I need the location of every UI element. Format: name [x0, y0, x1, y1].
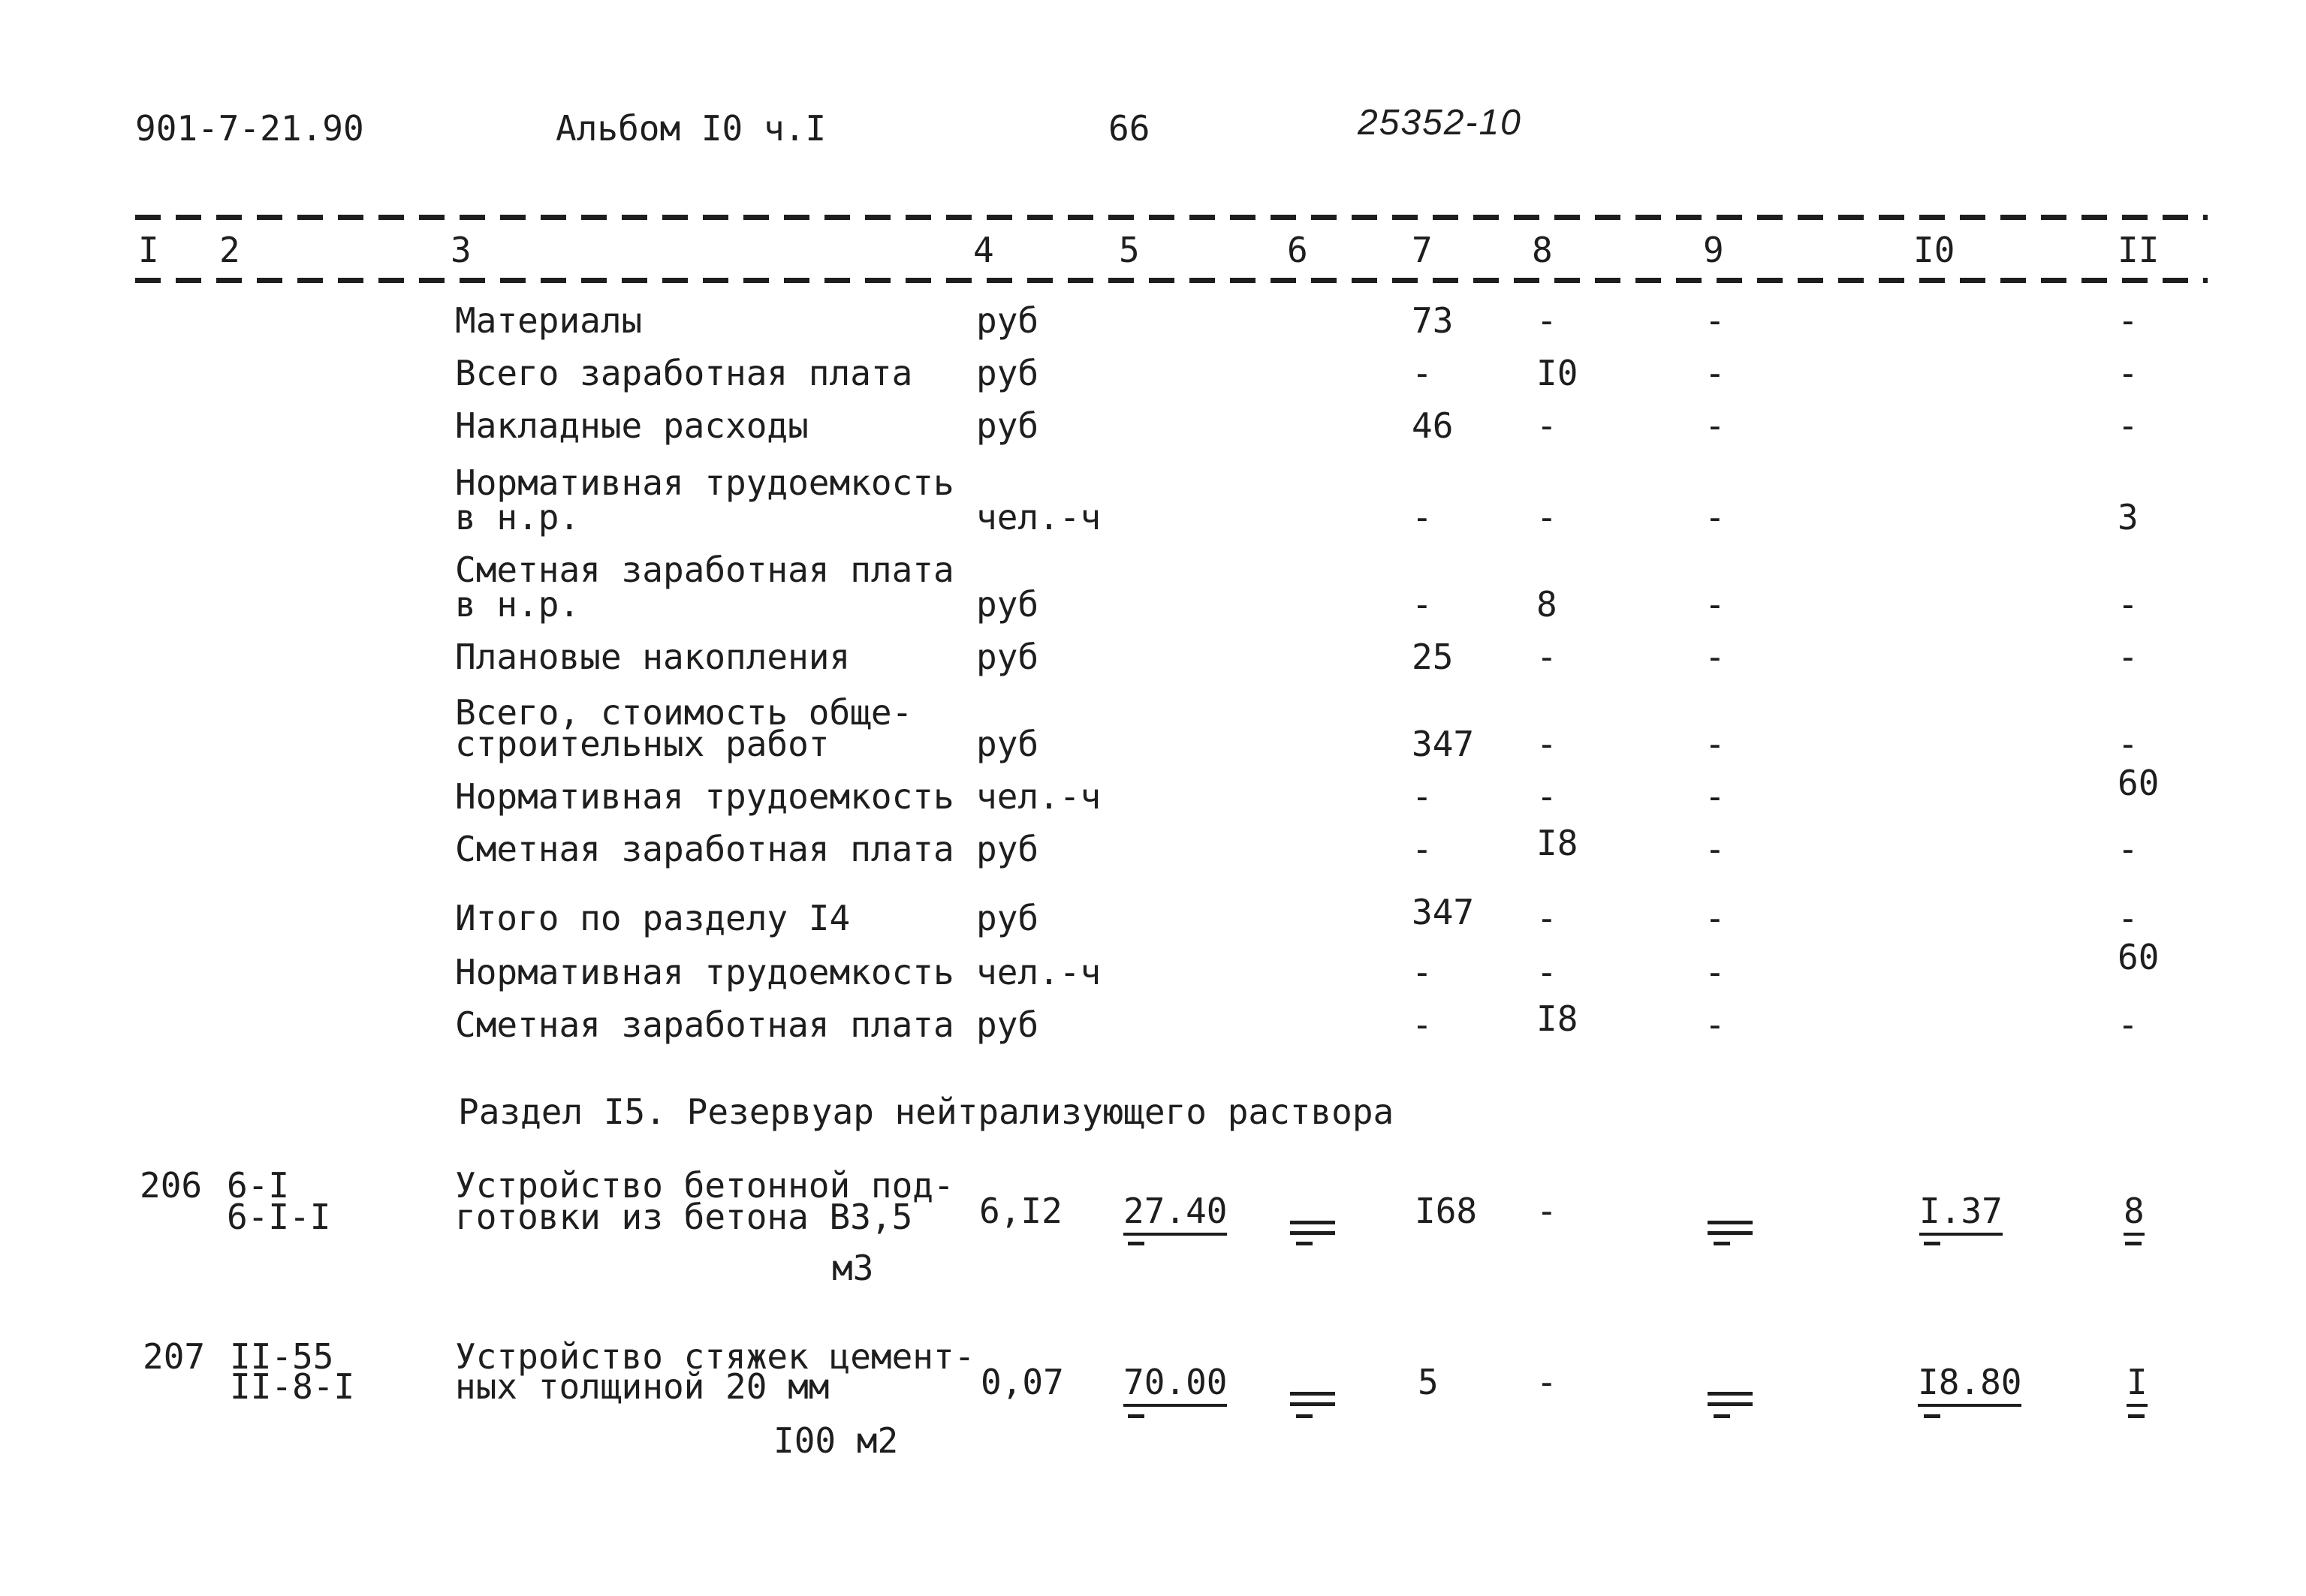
item-code: 6-I: [227, 1165, 290, 1206]
dash-mark: [2128, 1414, 2145, 1418]
dash-mark: [1128, 1242, 1144, 1245]
row-unit: руб: [976, 353, 1039, 393]
row-col9: -: [1705, 405, 1726, 446]
item-col7: I68: [1415, 1191, 1478, 1231]
dash-mark: [1296, 1414, 1313, 1418]
page-number: 66: [1108, 108, 1150, 149]
column-header-5: 5: [1119, 230, 1140, 270]
item-col11: 8: [2124, 1194, 2145, 1228]
row-col9: -: [1705, 637, 1726, 677]
item-code: II-55: [230, 1336, 334, 1377]
dash-mark: [1924, 1414, 1940, 1418]
dash-mark: [1924, 1242, 1940, 1245]
row-label: Сметная заработная плата: [455, 1004, 954, 1045]
dash-mark: [1128, 1414, 1144, 1418]
column-header-4: 4: [973, 230, 994, 270]
item-number: 207: [143, 1336, 206, 1377]
row-col11: -: [2118, 353, 2139, 393]
item-quantity: 6,I2: [979, 1191, 1063, 1231]
row-col9: -: [1705, 724, 1726, 764]
row-label: Нормативная трудоемкость: [455, 462, 954, 503]
row-col7: 347: [1412, 892, 1475, 932]
item-col11: I: [2127, 1365, 2148, 1399]
column-header-7: 7: [1412, 230, 1433, 270]
item-unit: м3: [832, 1248, 874, 1288]
row-unit: руб: [976, 898, 1039, 938]
item-col7: 5: [1418, 1362, 1439, 1402]
column-header-3: 3: [451, 230, 472, 270]
section-title: Раздел I5. Резервуар нейтрализующего раствора: [458, 1092, 1394, 1132]
column-header-2: 2: [219, 230, 240, 270]
row-col9: -: [1705, 300, 1726, 341]
row-col8: 8: [1536, 584, 1557, 625]
row-col11: -: [2118, 405, 2139, 446]
row-col11: -: [2118, 584, 2139, 625]
row-col8: -: [1536, 405, 1557, 446]
row-col11: -: [2118, 829, 2139, 869]
dash-mark: [1296, 1242, 1313, 1245]
equals-mark: [1708, 1402, 1753, 1406]
row-col7: -: [1412, 1004, 1433, 1045]
dash-mark: [2125, 1242, 2142, 1245]
row-col8: I0: [1536, 353, 1578, 393]
row-col8: -: [1536, 724, 1557, 764]
item-description-continuation: готовки из бетона В3,5: [455, 1197, 913, 1237]
column-header-1: I: [138, 230, 159, 270]
row-col9: -: [1705, 1004, 1726, 1045]
row-label: Материалы: [455, 300, 643, 341]
row-col9: -: [1705, 898, 1726, 938]
row-label: Накладные расходы: [455, 405, 809, 446]
item-unit-price: 70.00: [1123, 1365, 1227, 1399]
row-col8: I8: [1536, 998, 1578, 1039]
item-code-sub: 6-I-I: [227, 1197, 331, 1237]
row-col9: -: [1705, 952, 1726, 992]
row-col8: -: [1536, 776, 1557, 817]
row-label: Нормативная трудоемкость: [455, 776, 954, 817]
album-label: Альбом I0 ч.I: [556, 108, 827, 149]
item-description-continuation: ных толщиной 20 мм: [455, 1366, 830, 1407]
row-unit: чел.-ч: [976, 776, 1102, 817]
row-col9: -: [1705, 829, 1726, 869]
row-col11: -: [2118, 898, 2139, 938]
equals-mark: [1290, 1392, 1335, 1396]
row-unit: руб: [976, 584, 1039, 625]
dash-mark: [1714, 1242, 1730, 1245]
item-description: Устройство бетонной под-: [455, 1165, 954, 1206]
row-col9: -: [1705, 497, 1726, 538]
row-unit: руб: [976, 405, 1039, 446]
row-col8: I8: [1536, 823, 1578, 863]
equals-mark: [1290, 1221, 1335, 1224]
row-col7: -: [1412, 584, 1433, 625]
equals-mark: [1290, 1402, 1335, 1406]
column-header-10: I0: [1913, 230, 1955, 270]
row-label: Сметная заработная плата: [455, 829, 954, 869]
row-label: Плановые накопления: [455, 637, 851, 677]
row-unit: руб: [976, 1004, 1039, 1045]
row-label: Итого по разделу I4: [455, 898, 851, 938]
row-col11: -: [2118, 300, 2139, 341]
row-col8: -: [1536, 952, 1557, 992]
row-col8: -: [1536, 300, 1557, 341]
row-unit: руб: [976, 300, 1039, 341]
handwritten-stamp: 25352-10: [1358, 103, 1522, 143]
row-label-continuation: в н.р.: [455, 584, 580, 625]
row-unit: руб: [976, 724, 1039, 764]
row-label: Всего, стоимость обще-: [455, 692, 913, 733]
row-col7: 46: [1412, 405, 1454, 446]
row-col7: -: [1412, 952, 1433, 992]
row-unit: чел.-ч: [976, 497, 1102, 538]
item-number: 206: [140, 1165, 203, 1206]
column-header-8: 8: [1532, 230, 1553, 270]
row-col11: -: [2118, 724, 2139, 764]
document-code: 901-7-21.90: [135, 108, 364, 149]
row-label: Всего заработная плата: [455, 353, 913, 393]
row-unit: руб: [976, 637, 1039, 677]
item-description: Устройство стяжек цемент-: [455, 1336, 975, 1377]
row-label-continuation: в н.р.: [455, 497, 580, 538]
column-header-9: 9: [1703, 230, 1724, 270]
item-col8: -: [1536, 1362, 1557, 1402]
row-col9: -: [1705, 776, 1726, 817]
row-col8: -: [1536, 898, 1557, 938]
row-label-continuation: строительных работ: [455, 724, 830, 764]
row-col11: 3: [2118, 497, 2139, 538]
item-unit-price: 27.40: [1123, 1194, 1227, 1228]
row-col8: -: [1536, 497, 1557, 538]
row-col7: -: [1412, 829, 1433, 869]
row-col7: 25: [1412, 637, 1454, 677]
equals-mark: [1708, 1221, 1753, 1224]
header-top-dashed-rule: [135, 215, 2208, 220]
dash-mark: [1714, 1414, 1730, 1418]
column-header-6: 6: [1287, 230, 1308, 270]
row-unit: руб: [976, 829, 1039, 869]
row-label: Нормативная трудоемкость: [455, 952, 954, 992]
equals-mark: [1290, 1231, 1335, 1235]
column-header-11: II: [2118, 230, 2160, 270]
row-col7: 73: [1412, 300, 1454, 341]
row-col7: -: [1412, 497, 1433, 538]
row-col11: 60: [2118, 937, 2160, 977]
row-col11: -: [2118, 1004, 2139, 1045]
equals-mark: [1708, 1231, 1753, 1235]
item-code-sub: II-8-I: [230, 1366, 355, 1407]
row-label: Сметная заработная плата: [455, 550, 954, 590]
row-col11: 60: [2118, 763, 2160, 803]
row-col11: -: [2118, 637, 2139, 677]
row-col7: 347: [1412, 724, 1475, 764]
item-col10: I.37: [1919, 1194, 2003, 1228]
row-col9: -: [1705, 353, 1726, 393]
row-col8: -: [1536, 637, 1557, 677]
item-unit: I00 м2: [773, 1420, 899, 1461]
equals-mark: [1708, 1392, 1753, 1396]
item-col8: -: [1536, 1191, 1557, 1231]
header-bottom-dashed-rule: [135, 278, 2208, 283]
row-col7: -: [1412, 353, 1433, 393]
item-quantity: 0,07: [981, 1362, 1064, 1402]
row-col9: -: [1705, 584, 1726, 625]
row-unit: чел.-ч: [976, 952, 1102, 992]
row-col7: -: [1412, 776, 1433, 817]
item-col10: I8.80: [1918, 1365, 2021, 1399]
